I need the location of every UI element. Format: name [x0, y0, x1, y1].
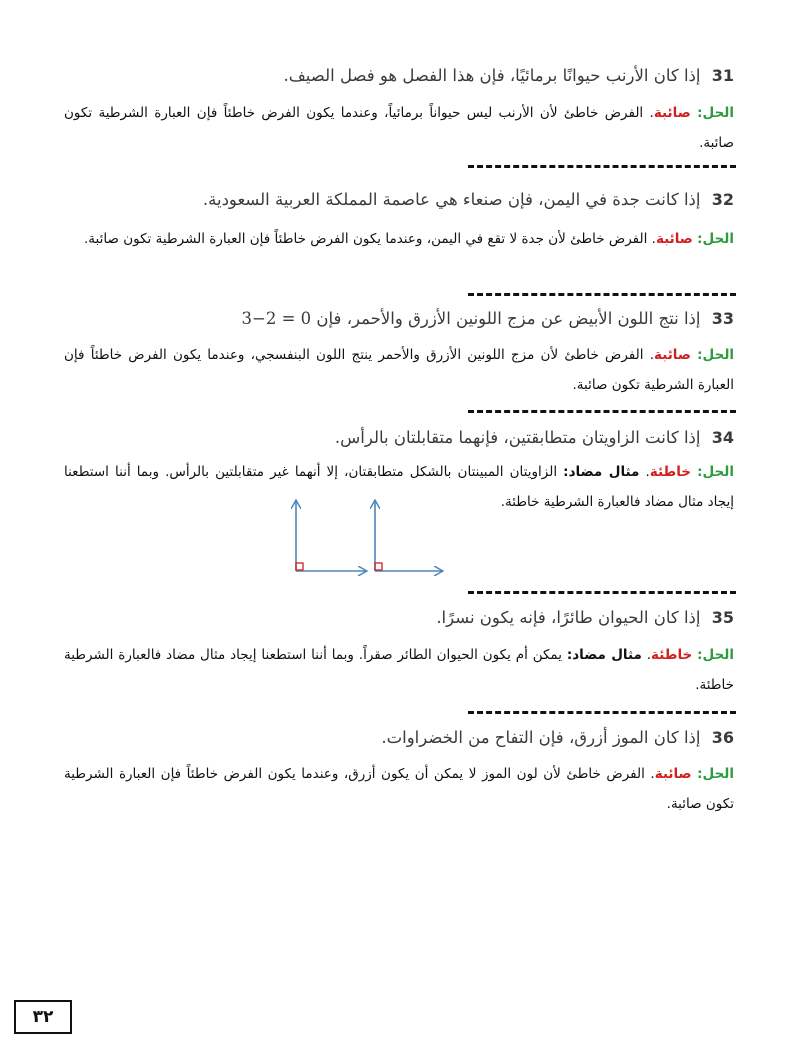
answer-label: الحل:	[697, 347, 735, 363]
answer-text: . الفرض خاطئ لأن جدة لا تقع في اليمن، وعندما يكون الفرض خاطئاً فإن العبارة الشرطية تكون صائبة.	[83, 231, 656, 247]
verdict: صائبة	[653, 105, 691, 121]
page-number: ٣٢	[32, 1007, 54, 1027]
answer-label: الحل:	[697, 647, 734, 663]
separator	[468, 410, 736, 413]
question-text: إذا كانت الزاويتان متطابقتين، فإنهما متقابلتان بالرأس.	[334, 428, 701, 447]
answer-text: . الفرض خاطئ لأن لون الموز لا يمكن أن يكون أزرق، وعندما يكون الفرض خاطئاً فإن العبارة الشرطية تكون صائبة.	[64, 766, 734, 812]
separator	[468, 165, 736, 168]
question-number: 33	[711, 309, 734, 328]
question-text: إذا كان الحيوان طائرًا، فإنه يكون نسرًا.	[436, 608, 701, 627]
question-35	[436, 608, 734, 627]
question-number: 34	[711, 428, 734, 447]
question-number: 36	[711, 728, 734, 747]
answer-34: الحل: خاطئة. مثال مضاد: الزاويتان المبينتان بالشكل متطابقتان، إلا أنهما غير متقابلتين بالرأس. وبما أننا استطعنا إيجاد مثال مضاد فالعبارة الشرطية خاطئة.	[64, 464, 734, 510]
answer-text: . الفرض خاطئ لأن مزج اللونين الأزرق والأحمر ينتج اللون البنفسجي، وعندما يكون الفرض خاطئاً فإن العبارة الشرطية تكون صائبة.	[64, 347, 734, 393]
question-text: إذا كانت جدة في اليمن، فإن صنعاء هي عاصمة المملكة العربية السعودية.	[202, 190, 701, 209]
question-text: إذا كان الموز أزرق، فإن التفاح من الخضراوات.	[381, 728, 701, 747]
answer-label: الحل:	[697, 464, 734, 480]
separator	[468, 293, 736, 296]
right-angle	[375, 501, 442, 571]
question-36	[381, 728, 734, 747]
verdict: صائبة	[654, 347, 691, 363]
answer-36	[64, 759, 734, 819]
question-number: 32	[711, 190, 734, 209]
verdict: خاطئة	[649, 464, 691, 480]
answer-31	[64, 98, 734, 158]
answer-35: الحل: خاطئة. مثال مضاد: يمكن أم يكون الحيوان الطائر صقراً. وبما أننا استطعنا إيجاد مثال مضاد فالعبارة الشرطية خاطئة.	[64, 647, 734, 693]
counterexample-label: مثال مضاد:	[566, 647, 642, 663]
question-number: 31	[711, 66, 734, 85]
question-31	[283, 66, 734, 85]
question-34	[335, 428, 734, 447]
question-32	[203, 190, 734, 209]
question-number: 35	[711, 608, 734, 627]
answer-33	[64, 340, 734, 400]
question-33	[242, 309, 734, 328]
angles-figure	[280, 495, 450, 585]
question-text: إذا كان الأرنب حيوانًا برمائيًا، فإن هذا الفصل هو فصل الصيف.	[283, 66, 701, 85]
right-angle-marker	[296, 563, 303, 570]
separator	[468, 591, 736, 594]
separator	[468, 711, 736, 714]
answer-text: الزاويتان المبينتان بالشكل متطابقتان، إلا أنهما غير متقابلتين بالرأس. وبما أننا استطعنا إيجاد مثال مضاد فالعبارة الشرطية خاطئة.	[64, 464, 734, 510]
answer-label: الحل:	[697, 105, 734, 121]
question-text: إذا نتج اللون الأبيض عن مزج اللونين الأزرق والأحمر، فإن 0 = 2−3	[241, 309, 701, 328]
verdict: صائبة	[655, 231, 693, 247]
page-number-box	[14, 1000, 72, 1034]
verdict: صائبة	[654, 766, 692, 782]
answer-label: الحل:	[697, 231, 734, 247]
answer-text: يمكن أم يكون الحيوان الطائر صقراً. وبما أننا استطعنا إيجاد مثال مضاد فالعبارة الشرطية خاطئة.	[64, 647, 734, 693]
verdict: خاطئة	[651, 647, 693, 663]
answer-label: الحل:	[697, 766, 734, 782]
answer-text: . الفرض خاطئ لأن الأرنب ليس حيواناً برمائياً، وعندما يكون الفرض خاطئاً فإن العبارة الشرطية تكون صائبة.	[64, 105, 734, 151]
left-angle	[296, 501, 366, 571]
answer-32	[64, 224, 734, 254]
counterexample-label: مثال مضاد:	[563, 464, 640, 480]
right-angle-marker	[375, 563, 382, 570]
